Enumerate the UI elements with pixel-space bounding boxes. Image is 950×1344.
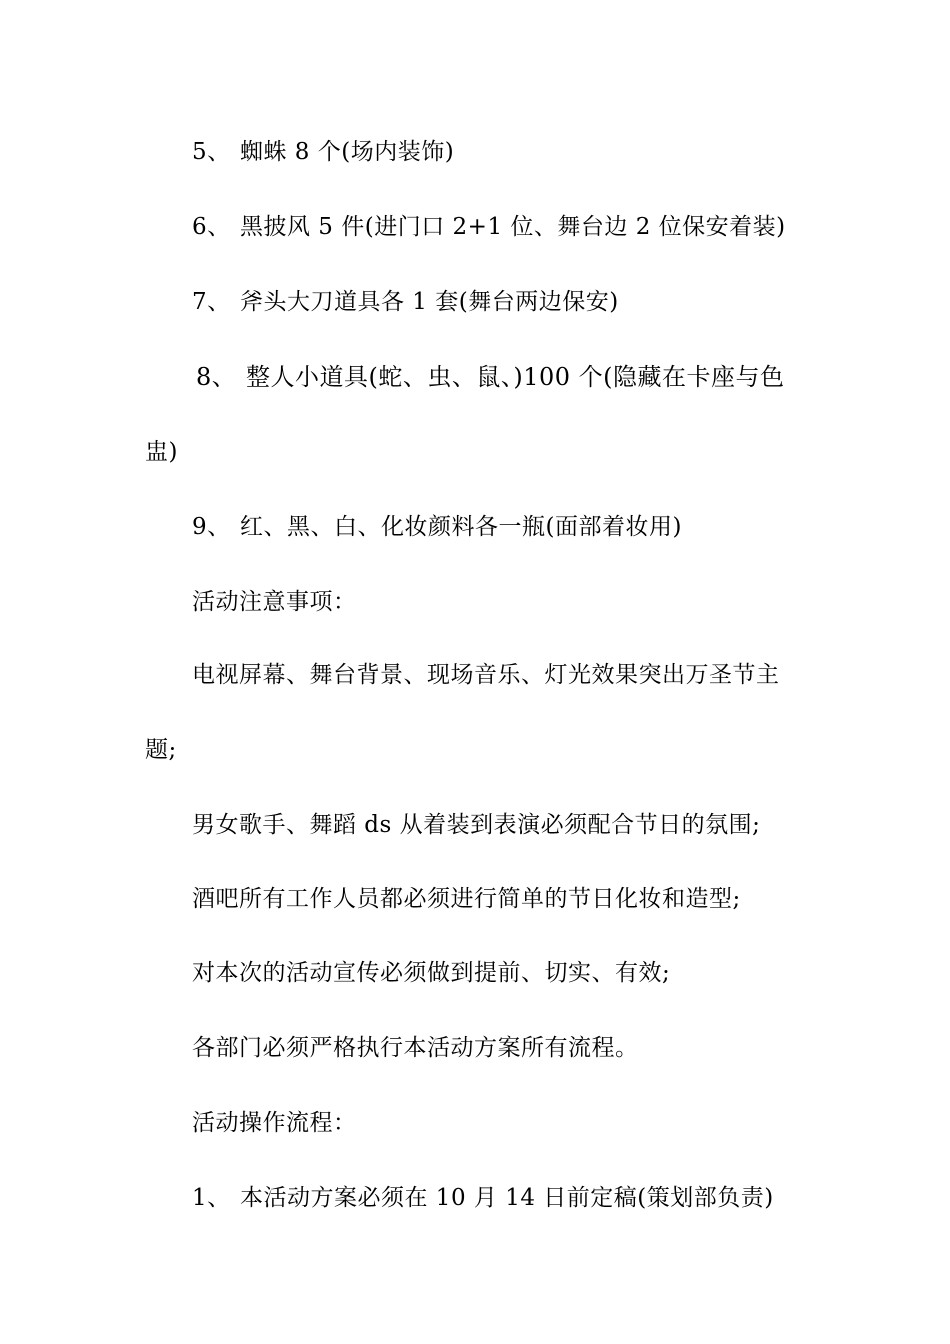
item-text: 本活动方案必须在 10 月 14 日前定稿(策划部负责) — [240, 1185, 774, 1211]
item-text: 盅) — [145, 439, 178, 465]
list-item — [192, 287, 619, 317]
item-text: 红、黑、白、化妆颜料各一瓶(面部着妆用) — [240, 514, 682, 540]
section-heading-notes: 活动注意事项： — [192, 589, 357, 615]
list-item — [192, 137, 454, 167]
item-number: 6、 — [192, 214, 231, 240]
item-text: 斧头大刀道具各 1 套(舞台两边保安) — [240, 289, 619, 315]
item-number: 8、 — [196, 363, 237, 391]
item-number: 9、 — [192, 514, 231, 540]
list-item — [196, 362, 785, 392]
list-item — [192, 212, 786, 242]
note-paragraph: 各部门必须严格执行本活动方案所有流程。 — [192, 1035, 639, 1061]
note-paragraph-continuation: 题; — [145, 737, 177, 763]
item-text: 整人小道具(蛇、虫、鼠、)100 个(隐藏在卡座与色 — [246, 363, 785, 391]
item-number: 1、 — [192, 1185, 231, 1211]
list-item — [192, 1183, 774, 1213]
item-number: 5、 — [192, 139, 231, 165]
item-text: 黑披风 5 件(进门口 2+1 位、舞台边 2 位保安着装) — [240, 214, 786, 240]
note-paragraph: 电视屏幕、舞台背景、现场音乐、灯光效果突出万圣节主 — [192, 662, 780, 688]
note-paragraph: 酒吧所有工作人员都必须进行简单的节日化妆和造型; — [192, 886, 741, 912]
list-item-continuation — [145, 437, 178, 467]
list-item — [192, 512, 682, 542]
section-heading-process: 活动操作流程： — [192, 1110, 357, 1136]
note-paragraph: 男女歌手、舞蹈 ds 从着装到表演必须配合节日的氛围; — [192, 812, 761, 838]
note-paragraph: 对本次的活动宣传必须做到提前、切实、有效; — [192, 960, 671, 986]
item-text: 蜘蛛 8 个(场内装饰) — [240, 139, 455, 165]
item-number: 7、 — [192, 289, 231, 315]
